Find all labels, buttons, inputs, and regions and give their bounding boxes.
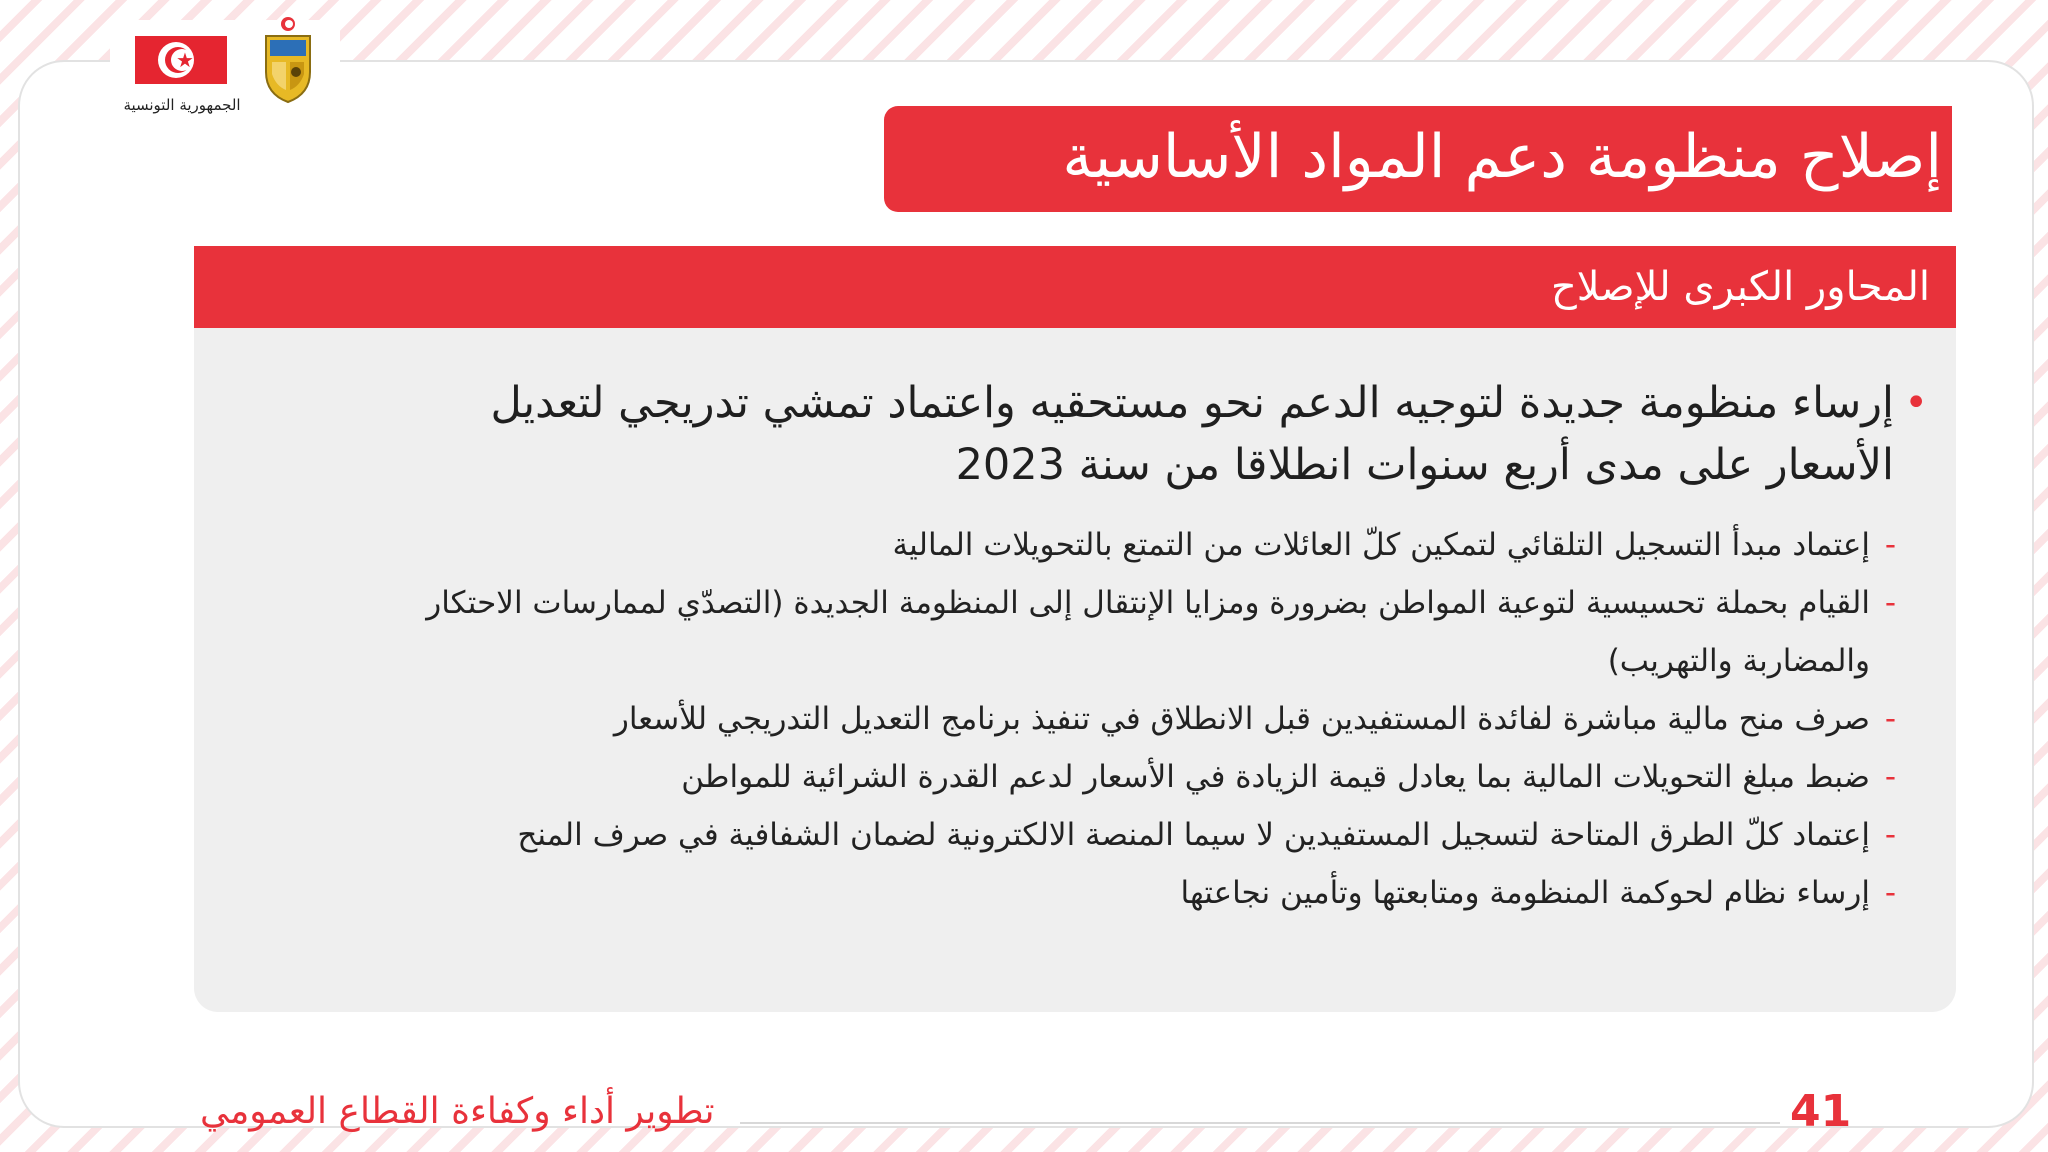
list-item xyxy=(310,690,1896,748)
bullet-dot-icon: • xyxy=(1904,380,1928,426)
footer-divider xyxy=(740,1122,1780,1124)
sub-item-text: صرف منح مالية مباشرة لفائدة المستفيدين قبل الانطلاق في تنفيذ برنامج التعديل التدريجي للأسعار xyxy=(613,701,1870,737)
dash-icon: - xyxy=(1884,585,1896,621)
dash-icon: - xyxy=(1884,759,1896,795)
list-item xyxy=(310,864,1896,922)
main-bullet-text: إرساء منظومة جديدة لتوجيه الدعم نحو مستحقيه واعتماد تمشي تدريجي لتعديل الأسعار على مدى أربع سنوات انطلاقا من سنة 2023 xyxy=(490,378,1894,490)
page-number: 41 xyxy=(1790,1086,1852,1137)
tunisia-flag-icon xyxy=(135,36,227,84)
republic-label: الجمهورية التونسية xyxy=(123,96,241,114)
sub-item-text: ضبط مبلغ التحويلات المالية بما يعادل قيمة الزيادة في الأسعار لدعم القدرة الشرائية للمواطن xyxy=(681,759,1870,795)
sub-item-text: إعتماد كلّ الطرق المتاحة لتسجيل المستفيدين لا سيما المنصة الالكترونية لضمان الشفافية في صرف المنح xyxy=(517,817,1870,853)
list-item xyxy=(310,748,1896,806)
tunisia-coat-of-arms-icon xyxy=(258,14,318,106)
sub-item-text: القيام بحملة تحسيسية لتوعية المواطن بضرورة ومزايا الإنتقال إلى المنظومة الجديدة (التصدّي لممارسات الاحتكار والمضاربة والتهريب) xyxy=(426,585,1870,679)
section-heading-bar xyxy=(194,246,1956,328)
section-heading: المحاور الكبرى للإصلاح xyxy=(1550,264,1930,310)
footer-tagline: تطوير أداء وكفاءة القطاع العمومي xyxy=(200,1091,715,1132)
dash-icon: - xyxy=(1884,817,1896,853)
title-bar xyxy=(884,106,1952,212)
sub-item-text: إرساء نظام لحوكمة المنظومة ومتابعتها وتأمين نجاعتها xyxy=(1180,875,1870,911)
main-bullet xyxy=(414,372,1928,496)
sub-item-list xyxy=(310,516,1896,922)
list-item xyxy=(310,574,1896,690)
flag-star: ★ xyxy=(176,48,194,72)
list-item xyxy=(310,516,1896,574)
list-item xyxy=(310,806,1896,864)
sub-item-text: إعتماد مبدأ التسجيل التلقائي لتمكين كلّ العائلات من التمتع بالتحويلات المالية xyxy=(892,527,1870,563)
dash-icon: - xyxy=(1884,701,1896,737)
dash-icon: - xyxy=(1884,875,1896,911)
page-title: إصلاح منظومة دعم المواد الأساسية xyxy=(1062,122,1942,192)
dash-icon: - xyxy=(1884,527,1896,563)
